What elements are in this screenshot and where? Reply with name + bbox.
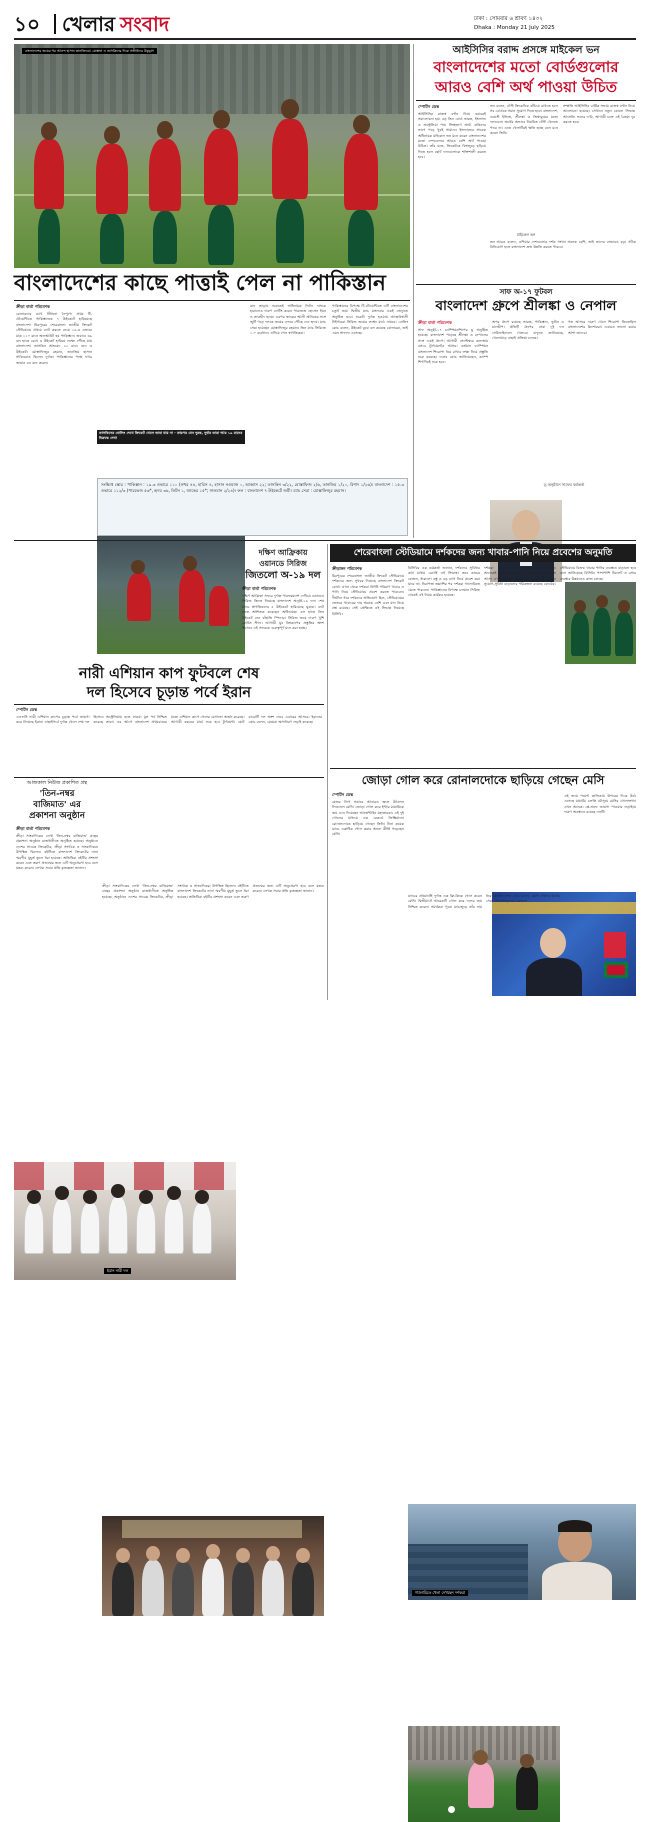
player-figure <box>52 1198 72 1254</box>
book-body-cont: ক্রীড়া সাংবাদিকের লেখা 'তিন-নম্বর বাজিমাত' গ্রন্থের প্রকাশনা অনুষ্ঠান রাজধানীতে অনুষ্ঠিত হয়েছে। অনুষ্ঠানে দেশের সাবেক ক্রিকেটার, ক্রীড়া সংগঠক ও সাংবাদিকরা উপস্থিত ছিলেন। বইটিতে বাংলাদেশ ক্রিকেটের নানা স্মরণীয় মুহূর্ত তুলে ধরা হয়েছে। অতিথিরা বইটির প্রশংসা করেন এবং তরুণ প্রজন্মের জন্য এটি অনুপ্রেরণা হবে বলে মন্তব্য করেন। লেখক সবার প্রতি কৃতজ্ঞতা জানান। <box>102 884 324 899</box>
stadium-headline: শেরেবাংলা স্টেডিয়ামে দর্শকদের জন্য খাবার-পানি নিয়ে প্রবেশের অনুমতি <box>353 548 613 558</box>
ball <box>448 1806 455 1813</box>
icc-body-4: ভন আরও বলেন, এশিয়ার দেশগুলোর দর্শক সংখ্যা অনেক বেশি, তাই তাদের বাজারও বড়। সঠিক বিনিয়োগ হলে বাংলাদেশ দ্রুত উন্নতি করতে পারবে। <box>490 240 636 250</box>
messi-rule <box>330 768 636 769</box>
lead-rule <box>14 300 410 301</box>
saff-kicker: সাফ অ-১৭ ফুটবল <box>499 287 553 296</box>
lead-body-2: রান তাড়ায় শুরুতেই অধিনায়ক লিটন দাসকে হারালেও দারুণ ব্যাটিং করেন পারভেজ হোসেন ইমন ও তাওহীদ হৃদয়। এরপর জাকের আলী অনিকের সঙ্গে জুটি গড়ে দলকে জয়ের বন্দরে পৌঁছে দেন হৃদয়। ম্যাচ সেরা হয়েছেন মোস্তাফিজুর রহমান। তিন ম্যাচ সিরিজে ১-০ ব্যবধানে এগিয়ে গেল স্বাগতিকরা। <box>250 304 326 336</box>
player-head <box>195 1190 209 1204</box>
messi-body-3: এই জয়ে পয়েন্ট তালিকায় উপরের দিকে উঠে এসেছে মায়ামি। চলতি মৌসুমে মেসির গোলসংখ্যা এখন অনেক। প্লে-অফে জায়গা পাওয়ার লড়াইয়ে দারুণ অবস্থানে রয়েছে দলটি। <box>564 794 636 815</box>
guest-figure <box>112 1562 134 1616</box>
guest-head <box>236 1548 250 1563</box>
sa-body: দক্ষিণ আফ্রিকা সফরে দুর্দান্ত পারফরম্যান্স দেখিয়ে ওয়ানডে সিরিজ জিতে নিয়েছে বাংলাদেশ অনূর্ধ্ব-১৯ দল। শেষ ম্যাচে স্বাগতিকদের ৫ উইকেটে হারিয়েছে যুবারা। ব্যাট হাতে অর্ধশতক করেছেন অধিনায়ক। বল হাতে তিন উইকেট নেন বাঁহাতি স্পিনার। সিরিজ জয়ে দারুণ খুশি কোচিং স্টাফ। আগামী যুব বিশ্বকাপের প্রস্তুতির অংশ হিসেবে এই সফরকে গুরুত্বপূর্ণ মনে করা হচ্ছে। <box>242 594 324 631</box>
player-figure <box>209 586 229 626</box>
player-head <box>167 1186 181 1200</box>
player-head <box>183 556 197 571</box>
messi-figure <box>468 1762 494 1808</box>
stadium-body-2: বিসিবির এক কর্মকর্তা জানান, দর্শকদের সুবিধার কথা মাথায় রেখেই এই সিদ্ধান্ত। তবে কাচের বোতল, ধারালো বস্তু ও বড় ব্যাগ নিয়ে প্রবেশ করা যাবে না। নিরাপত্তা তল্লাশির পর দর্শকরা গ্যালারিতে যেতে পারবেন। পাকিস্তানের বিপক্ষে চলমান সিরিজ থেকেই এই নিয়ম কার্যকর হয়েছে। <box>408 566 480 598</box>
player-figure <box>34 139 64 209</box>
date-line-2: Dhaka : Monday 21 July 2025 <box>474 25 555 31</box>
player-figure <box>149 139 181 211</box>
guest-figure <box>262 1560 284 1616</box>
iran-headline-2: দল হিসেবে চূড়ান্ত পর্বে ইরান <box>86 684 252 701</box>
player-figure <box>192 1202 212 1254</box>
lead-body-3: পাকিস্তানের বিপক্ষে টি-টোয়েন্টিতে এটি বাংলাদেশের চতুর্থ জয়। দ্বিতীয় ম্যাচ মঙ্গলবার একই ভেন্যুতে অনুষ্ঠিত হবে। শুরুটা দুর্দান্ত হওয়ায় আত্মবিশ্বাসী টাইগাররা সিরিজ জয়ের লক্ষ্যে মাঠে নামবে। বোলিং কোচ বলেন, উইকেট বুঝে বল করেছে বোলাররা, তাই এমন সাফল্য এসেছে। <box>332 304 408 336</box>
lead-inset-caption: তাসকিনের বোলিং দেখে ক্রিকেট খেলে ভাবা যায় না - তারপর যেন দুরন্ত, দুর্বার তারা আর ১৯ রানের বিরুদ্ধে দেখা <box>97 430 245 444</box>
page-number: ১০ <box>14 12 40 36</box>
guest-head <box>206 1544 220 1559</box>
iran-body: এএফসি নারী এশিয়ান কাপের চূড়ান্ত পর্বে জায়গা করে নিয়েছে ইরান। বাছাইপর্বে দুর্দান্ত খেলে শেষ দল হিসেবে অস্ট্রেলিয়ায় হতে যাওয়া মূল পর্ব নিশ্চিত করেছে তারা। এর আগে বাংলাদেশ প্রথমবারের মতো এশিয়ান কাপে খেলার যোগ্যতা অর্জন করেছে। আগামী বছরের মার্চে শুরু হবে টুর্নামেন্ট। মোট বারোটি দল অংশ নেবে এবারের আসরে। ইরানের কোচ বলেন, মেয়েরা অসাধারণ লড়াই করেছে। <box>16 715 322 725</box>
book-headline-3: প্রকাশনা অনুষ্ঠান <box>29 811 85 821</box>
player-head <box>157 121 173 139</box>
icc-headline-2: আরও বেশি অর্থ পাওয়া উচিত <box>434 78 618 96</box>
player-figure <box>24 1202 44 1254</box>
icc-rule <box>416 100 636 101</box>
player-figure <box>153 211 177 264</box>
player-head <box>213 110 230 129</box>
stadium-byline: ক্রীড়াঙ্গন পরিবেশক <box>332 566 362 571</box>
saff-headline: বাংলাদেশ গ্রুপে শ্রীলঙ্কা ও নেপাল <box>435 298 617 314</box>
banner <box>122 1520 302 1538</box>
messi-body-1: মেজর লিগ সকারে আবারও জ্বলে উঠলেন লিওনেল মেসি। জোড়া গোল করে ইন্টার মায়ামিকে জয় এনে দিয়েছেন আর্জেন্টাইন মহাতারকা। এই দুই গোলের মাধ্যমে এক রেকর্ডে ক্রিস্তিয়ানো রোনালদোকে ছাড়িয়ে গেছেন তিনি। টানা কয়েক ম্যাচে একাধিক গোল করার অনন্য কীর্তি গড়েছেন মেসি। <box>332 800 404 837</box>
player-figure <box>204 129 238 205</box>
guest-figure <box>142 1560 164 1616</box>
player-figure <box>80 1202 100 1254</box>
saff-body-2b: গত আসরে দারুণ খেলে শিরোপা জিতেছিল বাংলাদেশের কিশোররা। এবারও ভালো করার আশা তাদের। <box>568 320 636 335</box>
player-head <box>104 126 120 144</box>
iran-rule <box>14 704 324 705</box>
player-head <box>131 560 145 574</box>
book-body: ক্রীড়া সাংবাদিকের লেখা 'তিন-নম্বর বাজিমাত' গ্রন্থের প্রকাশনা অনুষ্ঠান রাজধানীতে অনুষ্ঠিত হয়েছে। অনুষ্ঠানে দেশের সাবেক ক্রিকেটার, ক্রীড়া সংগঠক ও সাংবাদিকরা উপস্থিত ছিলেন। বইটিতে বাংলাদেশ ক্রিকেটের নানা স্মরণীয় মুহূর্ত তুলে ধরা হয়েছে। অতিথিরা বইটির প্রশংসা করেন এবং তরুণ প্রজন্মের জন্য এটি অনুপ্রেরণা হবে বলে মন্তব্য করেন। লেখক সবার প্রতি কৃতজ্ঞতা জানান। <box>16 834 98 871</box>
player-figure <box>179 570 205 622</box>
lead-body-1: বোলারদের চোখ ধাঁধানো নৈপুণ্যে প্রথম টি-টোয়েন্টিতে পাকিস্তানকে ৭ উইকেটে হারিয়েছে বাংলাদেশ। মিরপুরের শেরেবাংলা জাতীয় ক্রিকেট স্টেডিয়ামে প্রথমে ব্যাট করতে নেমে ১৯.৩ ওভারে মাত্র ১১০ রানে অলআউট হয় পাকিস্তান। জবাবে ৩৯ বল হাতে রেখে ৩ উইকেট হারিয়ে লক্ষ্যে পৌঁছে যায় বাংলাদেশ। তাসকিন আহমেদ ২২ রানে নেন ৩ উইকেট। মোস্তাফিজুর রহমান, তানজিম হাসান সাকিবরাও ছিলেন দুর্দান্ত। পাকিস্তানের পক্ষে ফখর জামান ৪৪ রান করেন। <box>16 312 92 365</box>
icc-kicker: আইসিসির বরাদ্দ প্রসঙ্গে মাইকেল ভন <box>452 45 600 56</box>
iran-headline-1: নারী এশিয়ান কাপ ফুটবলে শেষ <box>78 665 260 682</box>
sa-headline-2: ওয়ানডে সিরিজ <box>259 559 307 568</box>
player-head <box>83 1190 97 1204</box>
icc-body-1: আইসিসির রাজস্ব বণ্টন নিয়ে বরাবরই সমালোচনা হয়। বড় তিন বোর্ড ভারত, ইংল্যান্ড ও অস্ট্রেলিয়া পায় সিংহভাগ অর্থ। বাকিদের ভাগে পড়ে খুবই সামান্য। ইংল্যান্ডের সাবেক অধিনায়ক মাইকেল ভন মনে করেন বাংলাদেশের মতো দেশগুলোর আরও বেশি অর্থ পাওয়া উচিত। তাঁর মতে, ক্রিকেটকে বিশ্বজুড়ে ছড়িয়ে দিতে হলে ছোট দলগুলোকে শক্তিশালী করতে হবে। <box>418 112 486 160</box>
guest-head <box>116 1548 130 1563</box>
player-head <box>41 122 57 140</box>
stadium-stand <box>14 44 410 114</box>
vaughan-head <box>512 510 540 542</box>
sa-byline: ক্রীড়া বার্তা পরিবেশক <box>242 586 276 591</box>
player-head <box>111 1184 125 1198</box>
player-head <box>281 99 299 119</box>
logo-text-1: খেলার <box>62 12 115 36</box>
messi-head <box>473 1750 488 1765</box>
column-divider <box>327 544 328 1000</box>
player-head <box>55 1186 69 1200</box>
book-byline: ক্রীড়া বার্তা পরিবেশক <box>16 826 50 831</box>
ad-board <box>14 1162 236 1190</box>
guest-head <box>296 1548 310 1563</box>
guest-figure <box>232 1562 254 1616</box>
icc-byline: স্পোর্টস ডেস্ক <box>418 104 440 109</box>
vaughan-caption: মাইকেল ভন <box>516 232 536 237</box>
player-head <box>27 1190 41 1204</box>
player-figure <box>136 1202 156 1254</box>
saff-body-1: সাফ অনূর্ধ্ব-১৭ চ্যাম্পিয়নশিপের ড্র অনুষ্ঠিত হয়েছে। বাংলাদেশ পড়েছে শ্রীলঙ্কা ও নেপালের সঙ্গে একই গ্রুপে। আগামী সেপ্টেম্বরে কলম্বোয় বসবে টুর্নামেন্টের আসর। বর্তমান চ্যাম্পিয়ন বাংলাদেশ শিরোপা ধরে রাখার লক্ষ্য নিয়ে প্রস্তুতি শুরু করেছে। দলের কোচ জানিয়েছেন, ক্যাম্প শিগগিরই শুরু হবে। <box>418 328 488 365</box>
book-headline-1: 'তিন-নম্বর <box>39 789 75 799</box>
iran-byline: স্পোর্টস ডেস্ক <box>16 707 38 712</box>
lead-inset-photo <box>97 528 245 654</box>
player-figure <box>208 205 234 265</box>
player-figure <box>344 134 378 210</box>
guest-figure <box>202 1558 224 1616</box>
player-figure <box>38 209 60 264</box>
iran-photo-caption: ইরান নারী দল <box>104 1268 131 1274</box>
lead-photo-caption: বাংলাদেশের জয়ের পর আনন্দ হাসান তানজিদরা। মোস্তফা ও তাসকিনের দিকে সতীর্থদের উচ্ছ্বাস <box>22 48 157 54</box>
lead-byline: ক্রীড়া বার্তা পরিবেশক <box>16 304 50 309</box>
player-figure <box>164 1198 184 1254</box>
logo-text-2: সংবাদ <box>120 12 170 36</box>
stadium-body-4: স্টেডিয়ামে বিশুদ্ধ খাবার পানির ব্যবস্থাও বাড়ানো হবে বলে জানিয়েছে বিসিবি। পাশাপাশি টয়লেট ও বসার ব্যবস্থার উন্নয়নেও কাজ চলছে। <box>560 566 636 581</box>
iran-team-photo <box>14 1162 236 1280</box>
book-headline-2: বাজিমাত' এর <box>33 800 81 810</box>
spectators-photo <box>408 1504 636 1600</box>
guest-head <box>146 1546 160 1561</box>
lead-headline: বাংলাদেশের কাছে পাত্তাই পেল না পাকিস্তান <box>14 271 386 296</box>
spectator-shirt <box>542 1562 612 1600</box>
sa-headline-3: জিতলো অ-১৯ দল <box>245 570 321 581</box>
mid-rule <box>14 540 636 541</box>
guest-head <box>266 1546 280 1561</box>
masthead-rule <box>14 38 636 40</box>
lead-photo <box>14 44 410 268</box>
player-figure <box>96 144 128 214</box>
saff-byline: ক্রীড়া বার্তা পরিবেশক <box>418 320 452 325</box>
guest-figure <box>172 1562 194 1616</box>
guest-head <box>176 1548 190 1563</box>
spectator-photo-caption: গ্যালারিতে খেলা দেখছেন দর্শকরা <box>412 1590 468 1596</box>
player-figure <box>108 1196 128 1254</box>
player-figure <box>276 199 304 263</box>
stadium-body-3: দর্শকরা এই সিদ্ধান্তকে স্বাগত জানিয়েছেন। অনেকেই বলছেন, পরিবার নিয়ে খেলা দেখতে আসা এখন অনেক সহজ হবে। ভবিষ্যতে আরও সুযোগ-সুবিধা বাড়ানোর পরিকল্পনা রয়েছে বোর্ডের। <box>484 566 556 587</box>
player-figure <box>127 573 151 621</box>
player-head <box>139 1190 153 1204</box>
player-head <box>353 115 370 134</box>
book-kicker: আজকাল নিউজ প্রকাশিত গ্রন্থ <box>26 780 88 786</box>
spectator-hair <box>558 1520 592 1532</box>
book-rule <box>14 777 324 778</box>
player-figure <box>348 210 374 266</box>
messi-body-2: ম্যাচের প্রথমার্ধেই দুর্দান্ত এক ফ্রি-কিকে গোল করেন মেসি। দ্বিতীয়ার্ধে আরেকটি গোল করে দলের জয় নিশ্চিত করেন। সমর্থকরা পুরো ম্যাচজুড়ে তাঁর নাম ধরে স্লোগান দেন। কোচ বলেন, মেসি এখনও বিশ্বের সেরা খেলোয়াড়দের একজন। <box>408 894 560 909</box>
icc-headline-1: বাংলাদেশের মতো বোর্ডগুলোর <box>433 58 619 76</box>
scorecard-text: সংক্ষিপ্ত স্কোর : পাকিস্তান : ১৯.৩ ওভারে ১১০ (ফখর ৪৪, হারিস ৪, হাসান নওয়াজ ০, আব্বাস ২২; তাসকিন ৩/২২, মোস্তাফিজ ২/৬, তানজিম ১/২০, রিশাদ ১/২৬)। বাংলাদেশ : ১৫.৩ ওভারে ১১২/৩ (পারভেজ ৫৬*, হৃদয় ৩৬, লিটন ১, জাকের ১৫*; সালমান ২/২৪)। ফল : বাংলাদেশ ৭ উইকেটে জয়ী। ম্যাচ সেরা : মোস্তাফিজুর রহমান। <box>101 482 404 493</box>
section-logo <box>62 12 169 36</box>
saff-photo-caption: ড্র অনুষ্ঠানে সাফের কর্মকর্তা <box>543 482 585 487</box>
defender-head <box>520 1754 534 1768</box>
defender-figure <box>516 1766 538 1810</box>
masthead <box>14 12 636 36</box>
icc-body-2: ভন বলেন, টেস্ট ক্রিকেটকে বাঁচিয়ে রাখতে হলে সব বোর্ডকে সমান সুযোগ দিতে হবে। বাংলাদেশ, ওয়েস্ট ইন্ডিজ, শ্রীলঙ্কা ও জিম্বাবুয়ের মতো দলগুলো অর্থের অভাবে নিয়মিত টেস্ট খেলতে পারে না। এতে খেলাটিরই ক্ষতি হচ্ছে বলে মনে করেন তিনি। <box>490 104 558 136</box>
sa-headline-1: দক্ষিণ আফ্রিকায় <box>258 548 308 557</box>
scorecard-box <box>97 478 408 536</box>
column-divider <box>413 44 414 538</box>
guest-figure <box>292 1562 314 1616</box>
book-launch-photo <box>102 1516 324 1616</box>
masthead-divider <box>54 14 56 34</box>
icc-body-3: সম্প্রতি আইসিসির বার্ষিক সভায় রাজস্ব বণ্টন নিয়ে আলোচনা হয়েছে। সেখানে নতুন কোনো সিদ্ধান্ত আসেনি। ভনের দাবি, আগামী চক্রে এই বৈষম্য দূর করতে হবে। <box>563 104 635 125</box>
stadium-body-1: মিরপুরের শেরেবাংলা জাতীয় ক্রিকেট স্টেডিয়ামে দর্শকদের জন্য সুখবর দিয়েছে বাংলাদেশ ক্রিকেট বোর্ড। এখন থেকে দর্শকরা নির্দিষ্ট পরিমাণ খাবার ও পানি নিয়ে স্টেডিয়ামে প্রবেশ করতে পারবেন। দীর্ঘদিন ধরে দর্শকদের অভিযোগ ছিল, স্টেডিয়ামের ভেতরে খাবারের দাম অনেক বেশি এবং মান নিয়ে প্রশ্ন রয়েছে। সেই প্রেক্ষিতে এই সিদ্ধান্ত নিয়েছে বিসিবি। <box>332 574 404 616</box>
saff-top-rule <box>416 284 636 285</box>
messi-headline: জোড়া গোল করে রোনালদোকে ছাড়িয়ে গেছেন মেসি <box>361 773 605 787</box>
date-line-1: ঢাকা : সোমবার ৬ শ্রাবণ ১৪৩২ <box>474 16 543 22</box>
player-figure <box>100 214 124 264</box>
player-figure <box>272 119 308 199</box>
messi-byline: স্পোর্টস ডেস্ক <box>332 792 354 797</box>
saff-body-2: অপর গ্রুপে রয়েছে ভারত, পাকিস্তান, ভুটান ও মালদ্বীপ। প্রতিটি গ্রুপের সেরা দুই দল সেমিফাইনালে খেলবে। বাফুফে জানিয়েছে, খেলোয়াড় বাছাই প্রক্রিয়া চলছে। <box>492 320 564 341</box>
messi-photo <box>408 1726 560 1822</box>
